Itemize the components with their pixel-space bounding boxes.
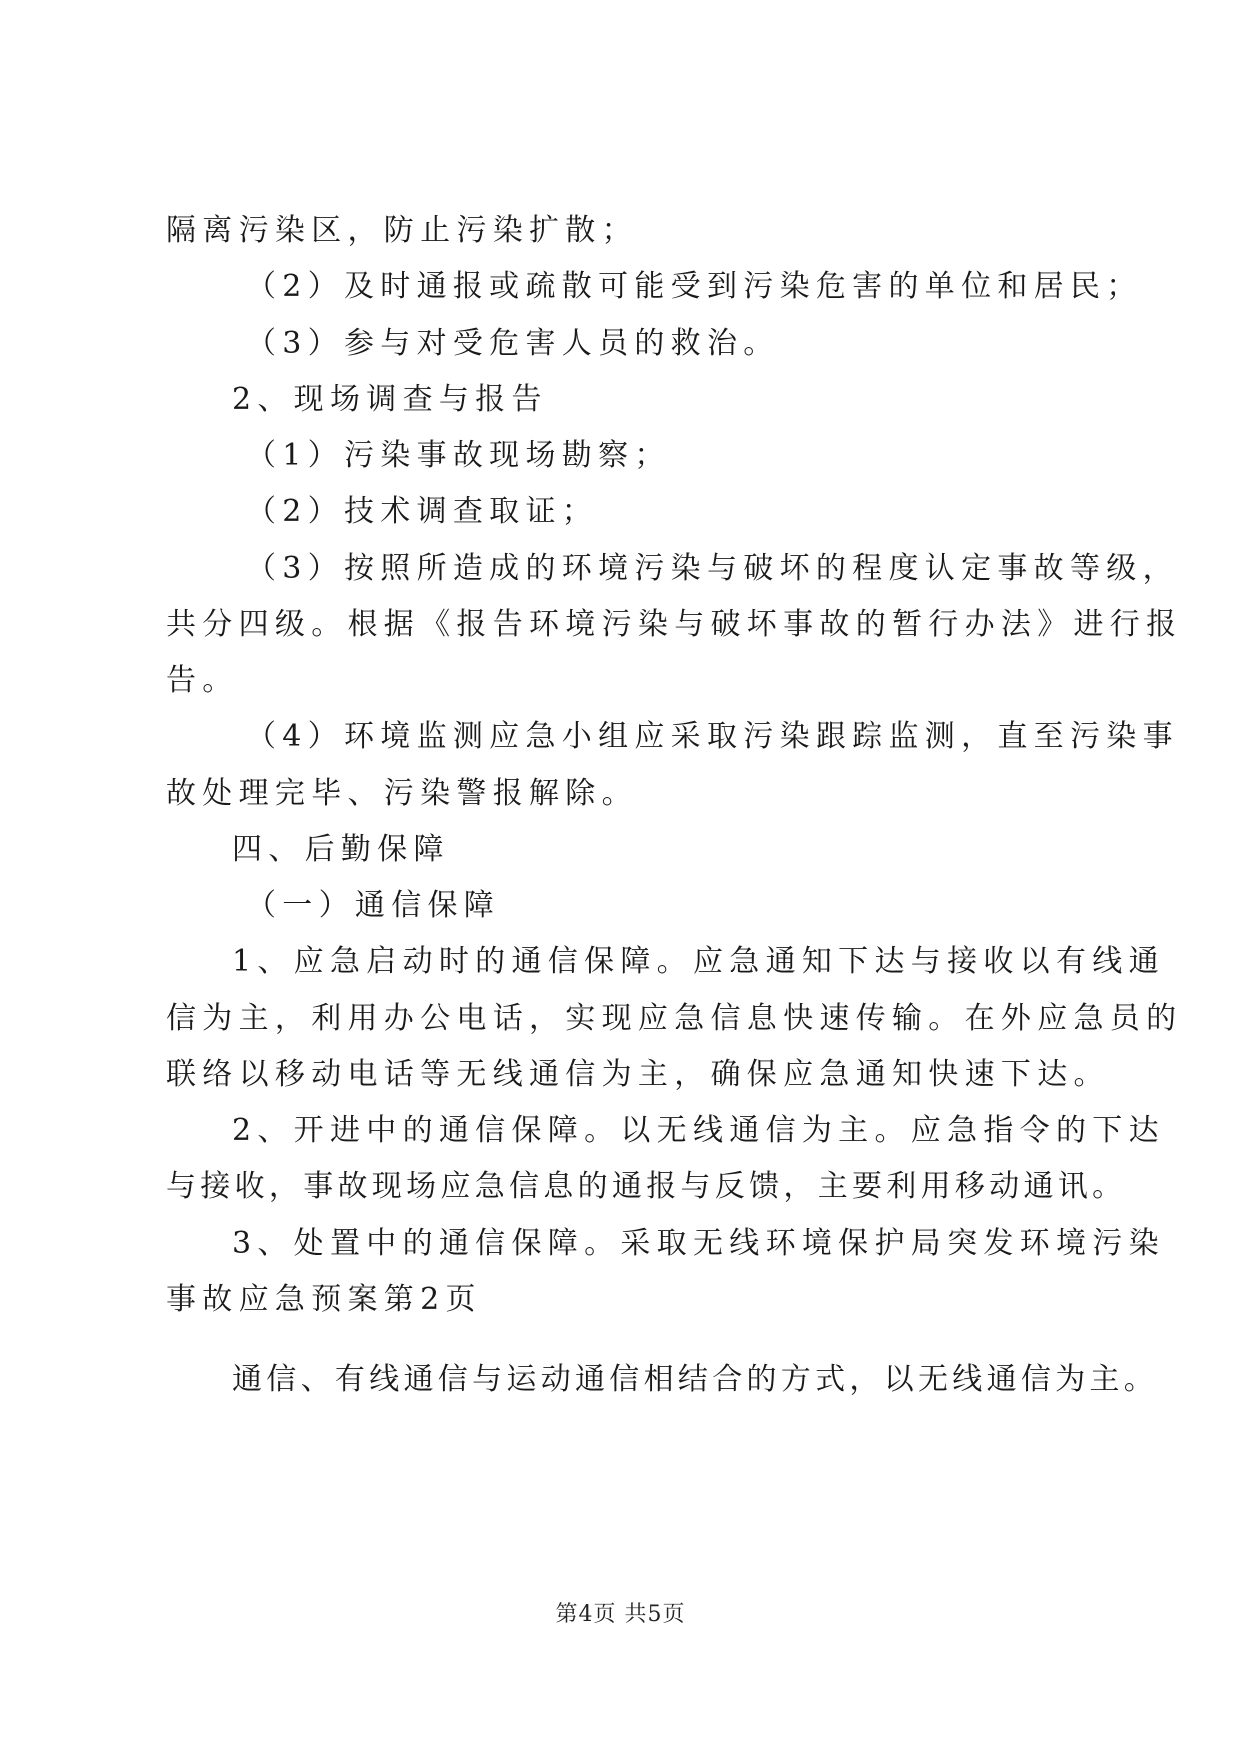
text-line: （3）参与对受危害人员的救治。 (246, 326, 780, 361)
text-line: 3、处置中的通信保障。采取无线环境保护局突发环境污染 (232, 1226, 1165, 1261)
text-line: 故处理完毕、污染警报解除。 (166, 776, 638, 811)
section-heading: 2、现场调查与报告 (232, 382, 548, 417)
subsection-heading: （一）通信保障 (246, 888, 501, 923)
text-line: 2、开进中的通信保障。以无线通信为主。应急指令的下达 (232, 1113, 1165, 1148)
text-line: （2）及时通报或疏散可能受到污染危害的单位和居民； (246, 269, 1143, 304)
page-footer: 第4页 共5页 (555, 1602, 686, 1627)
text-line: 信为主，利用办公电话，实现应急信息快速传输。在外应急员的 (166, 1001, 1183, 1036)
text-line: （2）技术调查取证； (246, 494, 599, 529)
text-line: （3）按照所造成的环境污染与破坏的程度认定事故等级， (246, 551, 1179, 586)
text-line: 通信、有线通信与运动通信相结合的方式，以无线通信为主。 (232, 1362, 1159, 1397)
text-line: 事故应急预案第2页 (166, 1282, 482, 1317)
text-line: 与接收，事故现场应急信息的通报与反馈，主要利用移动通讯。 (166, 1169, 1127, 1204)
text-line: 联络以移动电话等无线通信为主，确保应急通知快速下达。 (166, 1057, 1110, 1092)
text-line: 共分四级。根据《报告环境污染与破坏事故的暂行办法》进行报 (166, 607, 1183, 642)
text-line: 告。 (166, 663, 239, 698)
text-line: 1、应急启动时的通信保障。应急通知下达与接收以有线通 (232, 944, 1165, 979)
text-line: 隔离污染区，防止污染扩散； (166, 213, 638, 248)
text-line: （4）环境监测应急小组应采取污染跟踪监测，直至污染事 (246, 719, 1179, 754)
section-heading: 四、后勤保障 (232, 832, 450, 867)
text-line: （1）污染事故现场勘察； (246, 438, 671, 473)
